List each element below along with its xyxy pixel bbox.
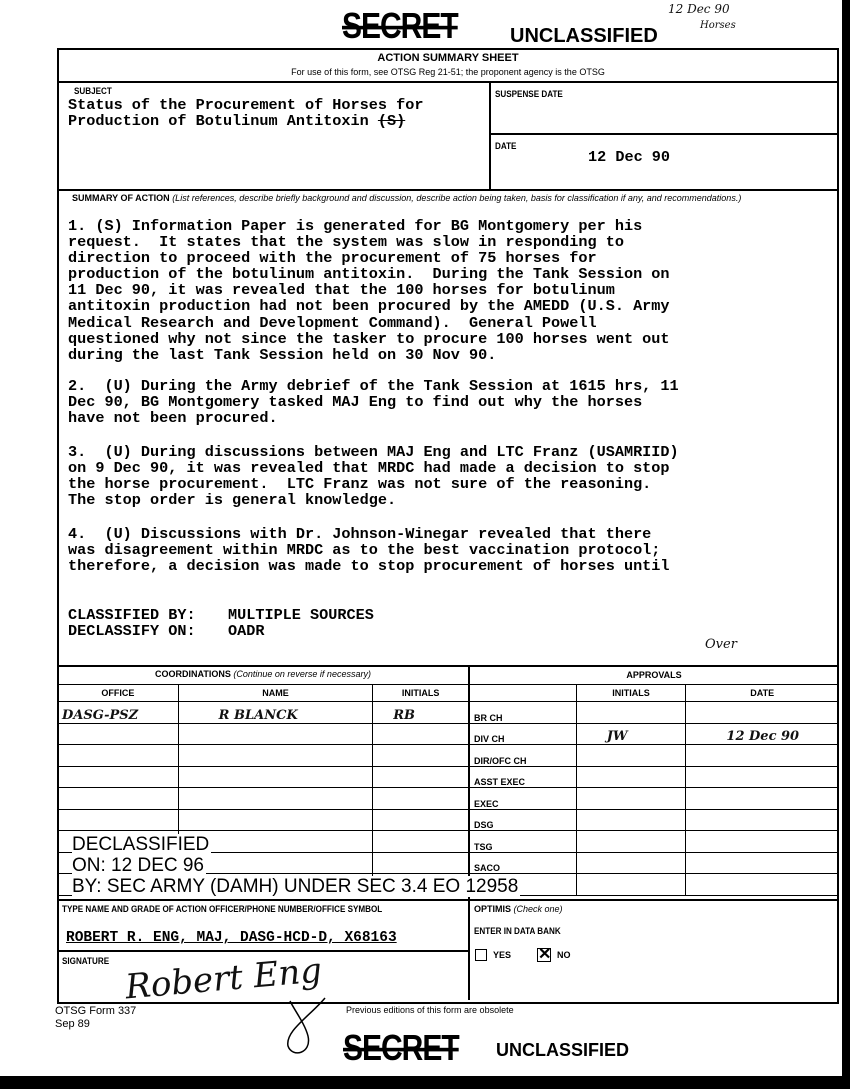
summary-heading	[72, 193, 832, 203]
divider	[489, 133, 839, 135]
table-row	[470, 766, 839, 788]
scan-border	[0, 1076, 850, 1089]
approval-role: TSG	[470, 831, 577, 853]
no-checkbox-checked[interactable]: ✕	[538, 946, 552, 963]
approval-date	[686, 788, 839, 810]
classification-bottom: UNCLASSIFIED	[496, 1040, 630, 1060]
table-row	[470, 702, 839, 724]
struck-classification-bottom: SECRET	[343, 1028, 459, 1069]
over-note: Over	[705, 637, 737, 652]
classification-top: UNCLASSIFIED	[510, 25, 658, 47]
divider	[57, 950, 469, 952]
form-date: Sep 89	[55, 1018, 90, 1030]
table-row	[470, 852, 839, 874]
classification-block	[68, 607, 374, 639]
declass-line: BY: SEC ARMY (DAMH) UNDER SEC 3.4 EO 12958	[72, 876, 519, 897]
declass-line: DECLASSIFIED	[72, 834, 210, 855]
no-label: NO	[557, 950, 571, 960]
declassification-stamp	[72, 834, 520, 897]
form-number: OTSG Form 337	[55, 1005, 137, 1017]
officer-value: ROBERT R. ENG, MAJ, DASG-HCD-D, X68163	[66, 930, 397, 946]
scan-border	[842, 0, 850, 1076]
summary-paragraph-2: 2. (U) During the Army debrief of the Tank Session at 1615 hrs, 11 Dec 90, BG Montgomery tasked MAJ Eng to find out why the horses have not been procured.	[68, 377, 679, 428]
margin-note-date: 12 Dec 90	[668, 2, 730, 16]
approval-role: BR CH	[470, 702, 577, 724]
approval-date	[686, 852, 839, 874]
suspense-date-label: SUSPENSE DATE	[495, 89, 563, 99]
optimis-options	[475, 948, 571, 962]
classified-by-value: MULTIPLE SOURCES	[228, 606, 374, 624]
approval-initials	[576, 831, 686, 853]
signature: Robert Eng	[123, 950, 324, 1008]
obsolete-note: Previous editions of this form are obsolete	[346, 1005, 514, 1015]
margin-note-topic: Horses	[700, 20, 736, 31]
subject-label: SUBJECT	[74, 86, 112, 96]
approval-role: DSG	[470, 809, 577, 831]
approval-initials	[576, 702, 686, 724]
table-row	[58, 745, 469, 767]
summary-paragraph-4: 4. (U) Discussions with Dr. Johnson-Winegar revealed that there was disagreement within MRDC as to the best vaccination protocol; therefore, a decision was made to stop procurement of horses until	[68, 525, 670, 576]
struck-subject-mark: (S)	[377, 112, 406, 130]
summary-paragraph-3: 3. (U) During discussions between MAJ Eng and LTC Franz (USAMRIID) on 9 Dec 90, it was revealed that MRDC had made a decision to stop the horse procurement. LTC Franz was not sure of the reasoning. The stop order is general knowledge.	[68, 443, 679, 510]
divider	[57, 189, 839, 191]
declassify-on-value: OADR	[228, 622, 265, 640]
coord-initials: RB	[373, 702, 469, 724]
approval-date	[686, 702, 839, 724]
table-row	[470, 788, 839, 810]
coordinations-heading	[57, 669, 469, 679]
approval-initials	[576, 766, 686, 788]
subject-line: Status of the Procurement of Horses for	[68, 96, 424, 114]
column-header-date: DATE	[686, 685, 839, 702]
approval-date	[686, 745, 839, 767]
date-value: 12 Dec 90	[588, 148, 671, 166]
approval-role: ASST EXEC	[470, 766, 577, 788]
signature-label: SIGNATURE	[62, 956, 110, 966]
form-title: ACTION SUMMARY SHEET	[377, 52, 519, 64]
approval-date	[686, 831, 839, 853]
divider	[57, 899, 839, 901]
approval-date	[686, 809, 839, 831]
yes-label: YES	[493, 950, 512, 960]
classified-by-label: CLASSIFIED BY:	[68, 606, 196, 624]
declass-line: ON: 12 DEC 96	[72, 855, 204, 876]
table-row	[470, 809, 839, 831]
approval-date	[686, 766, 839, 788]
table-row	[58, 723, 469, 745]
divider	[57, 81, 839, 83]
subject-text	[68, 97, 423, 129]
data-bank-label: ENTER IN DATA BANK	[474, 926, 561, 936]
column-header-initials: INITIALS	[576, 685, 686, 702]
approval-initials	[576, 745, 686, 767]
column-header-office: OFFICE	[58, 685, 179, 702]
summary-label: SUMMARY OF ACTION	[72, 193, 170, 203]
approval-initials	[576, 852, 686, 874]
declassify-on-label: DECLASSIFY ON:	[68, 622, 196, 640]
approval-initials: JW	[576, 723, 686, 745]
table-row	[58, 809, 469, 831]
optimis-note: (Check one)	[513, 904, 563, 914]
officer-label: TYPE NAME AND GRADE OF ACTION OFFICER/PHONE NUMBER/OFFICE SYMBOL	[62, 904, 383, 914]
column-header-name: NAME	[178, 685, 373, 702]
form-subtitle: For use of this form, see OTSG Reg 21-51; the proponent agency is the OTSG	[291, 67, 605, 77]
coordinations-label: COORDINATIONS	[155, 669, 231, 679]
divider	[57, 665, 839, 667]
approval-role: SACO	[470, 852, 577, 874]
approval-date: 12 Dec 90	[686, 723, 839, 745]
table-row	[470, 745, 839, 767]
summary-instructions: (List references, describe briefly background and discussion, describe action being taken, basis for classification if any, and recommendations.)	[172, 193, 742, 203]
divider	[489, 81, 491, 190]
date-label: DATE	[495, 141, 517, 151]
approval-initials	[576, 788, 686, 810]
coord-office: DASG-PSZ	[58, 702, 179, 724]
approvals-label: APPROVALS	[626, 670, 682, 680]
table-row	[58, 788, 469, 810]
table-row	[470, 831, 839, 853]
table-row	[58, 702, 469, 724]
struck-classification-top: SECRET	[342, 6, 458, 47]
subject-line: Production of Botulinum Antitoxin	[68, 112, 369, 130]
coordinations-note: (Continue on reverse if necessary)	[233, 669, 371, 679]
yes-checkbox[interactable]	[475, 949, 487, 961]
optimis-heading	[474, 904, 563, 914]
signature-loop-icon	[280, 996, 350, 1056]
approval-role: DIV CH	[470, 723, 577, 745]
summary-paragraph-1: 1. (S) Information Paper is generated for BG Montgomery per his request. It states that the system was slow in responding to direction to proceed with the procurement of 75 horses for production of the botulinum antitoxin. During the Tank Session on 11 Dec 90, it was revealed that the 100 horses for botulinum antitoxin production had not been procured by the AMEDD (U.S. Army Medical Research and Development Command). General Powell questioned why not since the tasker to procure 100 horses went out during the last Tank Session held on 30 Nov 90.	[68, 217, 670, 364]
table-row	[470, 723, 839, 745]
optimis-label: OPTIMIS	[474, 904, 512, 914]
approval-role: EXEC	[470, 788, 577, 810]
approvals-table	[469, 684, 839, 896]
approval-role: DIR/OFC CH	[470, 745, 577, 767]
coord-name: R BLANCK	[178, 702, 373, 724]
form-number-block	[55, 1005, 136, 1031]
approval-initials	[576, 809, 686, 831]
table-row	[470, 874, 839, 896]
column-header-initials: INITIALS	[373, 685, 469, 702]
table-row	[58, 766, 469, 788]
